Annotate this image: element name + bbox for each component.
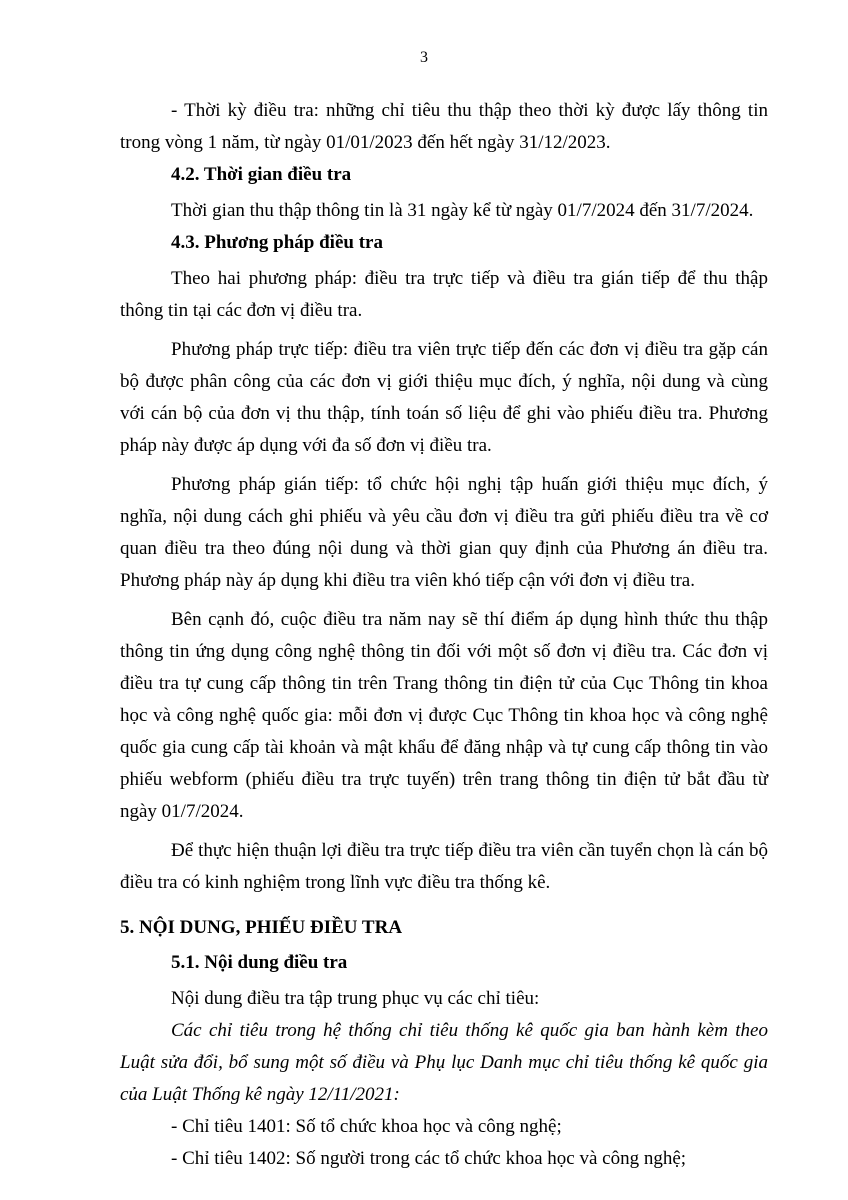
- paragraph-survey-time: Thời gian thu thập thông tin là 31 ngày kể từ ngày 01/7/2024 đến 31/7/2024.: [171, 200, 754, 221]
- page-number: 3: [420, 49, 428, 66]
- paragraph-content-intro: Nội dung điều tra tập trung phục vụ các chỉ tiêu:: [171, 988, 540, 1009]
- list-item-indicator-1401: - Chỉ tiêu 1401: Số tổ chức khoa học và công nghệ;: [171, 1116, 562, 1137]
- heading-4-2: 4.2. Thời gian điều tra: [171, 164, 352, 185]
- heading-4-3: 4.3. Phương pháp điều tra: [171, 232, 383, 253]
- paragraph-methods: Theo hai phương pháp: điều tra trực tiếp và điều tra gián tiếp để thu thập thông tin tại các đơn vị điều tra.: [120, 268, 768, 321]
- paragraph-survey-period: - Thời kỳ điều tra: những chỉ tiêu thu thập theo thời kỳ được lấy thông tin trong vòng 1 năm, từ ngày 01/01/2023 đến hết ngày 31/12/2023.: [120, 100, 768, 153]
- document-body: [120, 95, 768, 1175]
- heading-5-1: 5.1. Nội dung điều tra: [171, 952, 348, 973]
- paragraph-staff-selection: Để thực hiện thuận lợi điều tra trực tiếp điều tra viên cần tuyển chọn là cán bộ điều tra có kinh nghiệm trong lĩnh vực điều tra thống kê.: [120, 840, 768, 893]
- heading-5: 5. NỘI DUNG, PHIẾU ĐIỀU TRA: [120, 917, 403, 938]
- paragraph-indicator-system: Các chỉ tiêu trong hệ thống chỉ tiêu thống kê quốc gia ban hành kèm theo Luật sửa đổi, bổ sung một số điều và Phụ lục Danh mục chỉ tiêu thống kê quốc gia của Luật Thống kê ngày 12/11/2021:: [120, 1020, 768, 1105]
- list-item-indicator-1402: - Chỉ tiêu 1402: Số người trong các tổ chức khoa học và công nghệ;: [171, 1148, 687, 1169]
- paragraph-online-collection: Bên cạnh đó, cuộc điều tra năm nay sẽ thí điểm áp dụng hình thức thu thập thông tin ứng dụng công nghệ thông tin đối với một số đơn vị điều tra. Các đơn vị điều tra tự cung cấp thông tin trên Trang thông tin điện tử của Cục Thông tin khoa học và công nghệ quốc gia: mỗi đơn vị được Cục Thông tin khoa học và công nghệ quốc gia cung cấp tài khoản và mật khẩu để đăng nhập và tự cung cấp thông tin vào phiếu webform (phiếu điều tra trực tuyến) trên trang thông tin điện tử bắt đầu từ ngày 01/7/2024.: [120, 609, 768, 822]
- paragraph-indirect-method: Phương pháp gián tiếp: tổ chức hội nghị tập huấn giới thiệu mục đích, ý nghĩa, nội dung cách ghi phiếu và yêu cầu đơn vị điều tra gửi phiếu điều tra về cơ quan điều tra theo đúng nội dung và thời gian quy định của Phương án điều tra. Phương pháp này áp dụng khi điều tra viên khó tiếp cận với đơn vị điều tra.: [120, 474, 768, 591]
- paragraph-direct-method: Phương pháp trực tiếp: điều tra viên trực tiếp đến các đơn vị điều tra gặp cán bộ được phân công của các đơn vị giới thiệu mục đích, ý nghĩa, nội dung và cùng với cán bộ của đơn vị thu thập, tính toán số liệu để ghi vào phiếu điều tra. Phương pháp này được áp dụng với đa số đơn vị điều tra.: [120, 339, 768, 456]
